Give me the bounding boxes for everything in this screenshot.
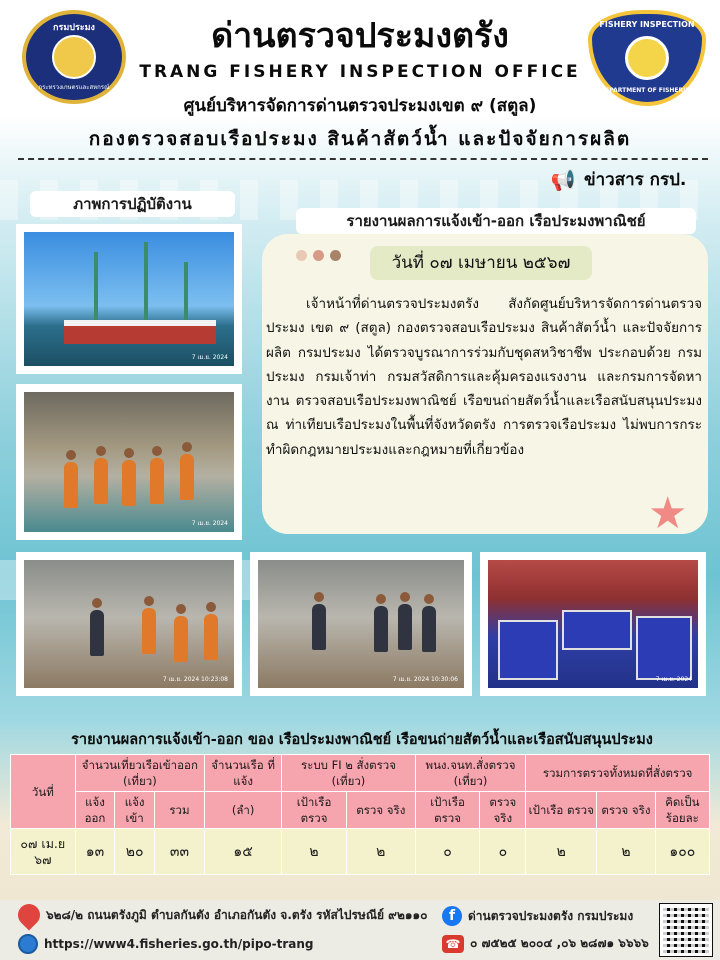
report-date: วันที่ ๐๗ เมษายน ๒๕๖๗ xyxy=(370,246,592,280)
photo-inspection-dock-1 xyxy=(16,552,242,696)
photo-timestamp: 7 เม.ย. 2024 10:30:06 xyxy=(392,676,458,683)
sub-fi2-actual: ตรวจ จริง xyxy=(346,792,415,829)
page-title: ด่านตรวจประมงตรัง xyxy=(211,16,509,56)
header-date: วันที่ xyxy=(11,755,76,829)
cell-in: ๒๐ xyxy=(115,829,155,875)
dot xyxy=(313,250,324,261)
header-pnjn: พนง.จนท.สั่งตรวจ (เที่ยว) xyxy=(415,755,526,792)
sub-pnjn-actual: ตรวจ จริง xyxy=(480,792,526,829)
photo-timestamp: 7 เม.ย. 2024 xyxy=(655,676,692,683)
photos-section-label: ภาพการปฏิบัติงาน xyxy=(30,191,235,217)
cell-boats: ๑๕ xyxy=(205,829,282,875)
logo-top-text: กรมประมง xyxy=(53,23,95,33)
sub-fi2-target: เป้าเรือ ตรวจ xyxy=(282,792,347,829)
sub-total-actual: ตรวจ จริง xyxy=(597,792,655,829)
department-logo xyxy=(22,10,126,104)
qr-code[interactable] xyxy=(660,904,712,956)
address-text: ๖๒๘/๒ ถนนตรังภูมิ ตำบลกันตัง อำเภอกันตัง จ.ตรัง รหัสไปรษณีย์ ๙๒๑๑๐ xyxy=(46,907,428,922)
cell-pnjn-target: ๐ xyxy=(415,829,480,875)
photo-timestamp: 7 เม.ย. 2024 xyxy=(191,520,228,527)
cell-fi2-actual: ๒ xyxy=(346,829,415,875)
footer-website[interactable] xyxy=(18,934,314,954)
fishery-inspection-logo xyxy=(588,10,706,106)
report-body: เจ้าหน้าที่ด่านตรวจประมงตรัง สังกัดศูนย์บริหารจัดการด่านตรวจประมง เขต ๙ (สตูล) กองตรวจสอบเรือประมง สินค้าสัตว์น้ำ และปัจจัยการผลิต กรมประมง ได้ตรวจบูรณาการร่วมกับชุดสหวิชาชีพ ประกอบด้วย กรมประมง กรมเจ้าท่า กรมสวัสดิการและคุ้มครองแรงงาน และกรมการจัดหางาน ตรวจสอบเรือประมงพาณิชย์ เรือขนถ่ายสัตว์น้ำและเรือสนับสนุนประมง ณ ท่าเทียบเรือประมงในพื้นที่จังหวัดตรัง การตรวจเรือประมง ไม่พบการกระทำผิดกฎหมายประมงและกฎหมายที่เกี่ยวข้อง xyxy=(266,296,702,458)
megaphone-icon: 📢 xyxy=(550,167,576,192)
sub-total-target: เป้าเรือ ตรวจ xyxy=(526,792,597,829)
photo-team-group xyxy=(16,384,242,540)
sub-pnjn-target: เป้าเรือ ตรวจ xyxy=(415,792,480,829)
report-table xyxy=(10,754,710,875)
sub-sum: รวม xyxy=(154,792,204,829)
website-link[interactable]: https://www4.fisheries.go.th/pipo-trang xyxy=(44,937,314,951)
globe-icon xyxy=(18,934,38,954)
cell-date: ๐๗ เม.ย ๖๗ xyxy=(11,829,76,875)
footer-phone xyxy=(442,934,649,953)
logo-bottom-text: กระทรวงเกษตรและสหกรณ์ xyxy=(38,84,110,91)
cell-total-target: ๒ xyxy=(526,829,597,875)
cell-total-pct: ๑๐๐ xyxy=(655,829,709,875)
dot xyxy=(330,250,341,261)
header-fi2: ระบบ FI ๒ สั่งตรวจ (เที่ยว) xyxy=(282,755,416,792)
cell-pnjn-actual: ๐ xyxy=(480,829,526,875)
logo-right-bottom-text: DEPARTMENT OF FISHERIES xyxy=(600,87,694,94)
header-trips: จำนวนเที่ยวเรือเข้าออก (เที่ยว) xyxy=(75,755,204,792)
table-subheader-row xyxy=(11,792,710,829)
page-title-english: TRANG FISHERY INSPECTION OFFICE xyxy=(139,62,581,82)
sub-in: แจ้ง เข้า xyxy=(115,792,155,829)
starfish-icon: ★ xyxy=(648,488,688,539)
header-boats: จำนวนเรือ ที่แจ้ง xyxy=(205,755,282,792)
cell-out: ๑๓ xyxy=(75,829,115,875)
anchor-emblem-icon xyxy=(625,36,669,80)
phone-icon: ☎ xyxy=(442,935,464,953)
report-section-label: รายงานผลการแจ้งเข้า-ออก เรือประมงพาณิชย์ xyxy=(296,208,696,234)
sub-out: แจ้ง ออก xyxy=(75,792,115,829)
photo-timestamp: 7 เม.ย. 2024 10:23:08 xyxy=(162,676,228,683)
table-header-row xyxy=(11,755,710,792)
photo-timestamp: 7 เม.ย. 2024 xyxy=(191,354,228,361)
cell-sum: ๓๓ xyxy=(154,829,204,875)
sub-unit: (ลำ) xyxy=(205,792,282,829)
facebook-text[interactable]: ด่านตรวจประมงตรัง กรมประมง xyxy=(468,908,634,923)
news-tag xyxy=(548,166,686,193)
cell-fi2-target: ๒ xyxy=(282,829,347,875)
header-total: รวมการตรวจทั้งหมดที่สั่งตรวจ xyxy=(526,755,710,792)
photo-boat xyxy=(16,224,242,374)
table-row xyxy=(11,829,710,875)
facebook-icon: f xyxy=(442,906,462,926)
division-name: กองตรวจสอบเรือประมง สินค้าสัตว์น้ำ และปัจจัยการผลิต xyxy=(88,128,632,150)
table-title: รายงานผลการแจ้งเข้า-ออก ของ เรือประมงพาณิชย์ เรือขนถ่ายสัตว์น้ำและเรือสนับสนุนประมง xyxy=(71,732,653,748)
cell-total-actual: ๒ xyxy=(597,829,655,875)
divider xyxy=(18,158,708,160)
news-label: ข่าวสาร กรป. xyxy=(584,170,687,190)
footer-facebook[interactable] xyxy=(442,906,633,926)
center-name: ศูนย์บริหารจัดการด่านตรวจประมงเขต ๙ (สตูล) xyxy=(183,96,537,116)
sub-total-pct: คิดเป็น ร้อยละ xyxy=(655,792,709,829)
dot xyxy=(296,250,307,261)
location-pin-icon xyxy=(13,899,44,930)
footer-address xyxy=(18,904,427,926)
photo-fish-crates xyxy=(480,552,706,696)
photo-inspection-dock-2 xyxy=(250,552,472,696)
logo-right-top-text: FISHERY INSPECTION xyxy=(599,20,695,29)
decorative-dots xyxy=(296,250,341,261)
emblem-icon xyxy=(52,35,96,79)
phone-text: ๐ ๗๕๒๕ ๒๐๐๔ ,๐๖ ๒๘๗๑ ๖๖๖๖ xyxy=(470,936,649,950)
